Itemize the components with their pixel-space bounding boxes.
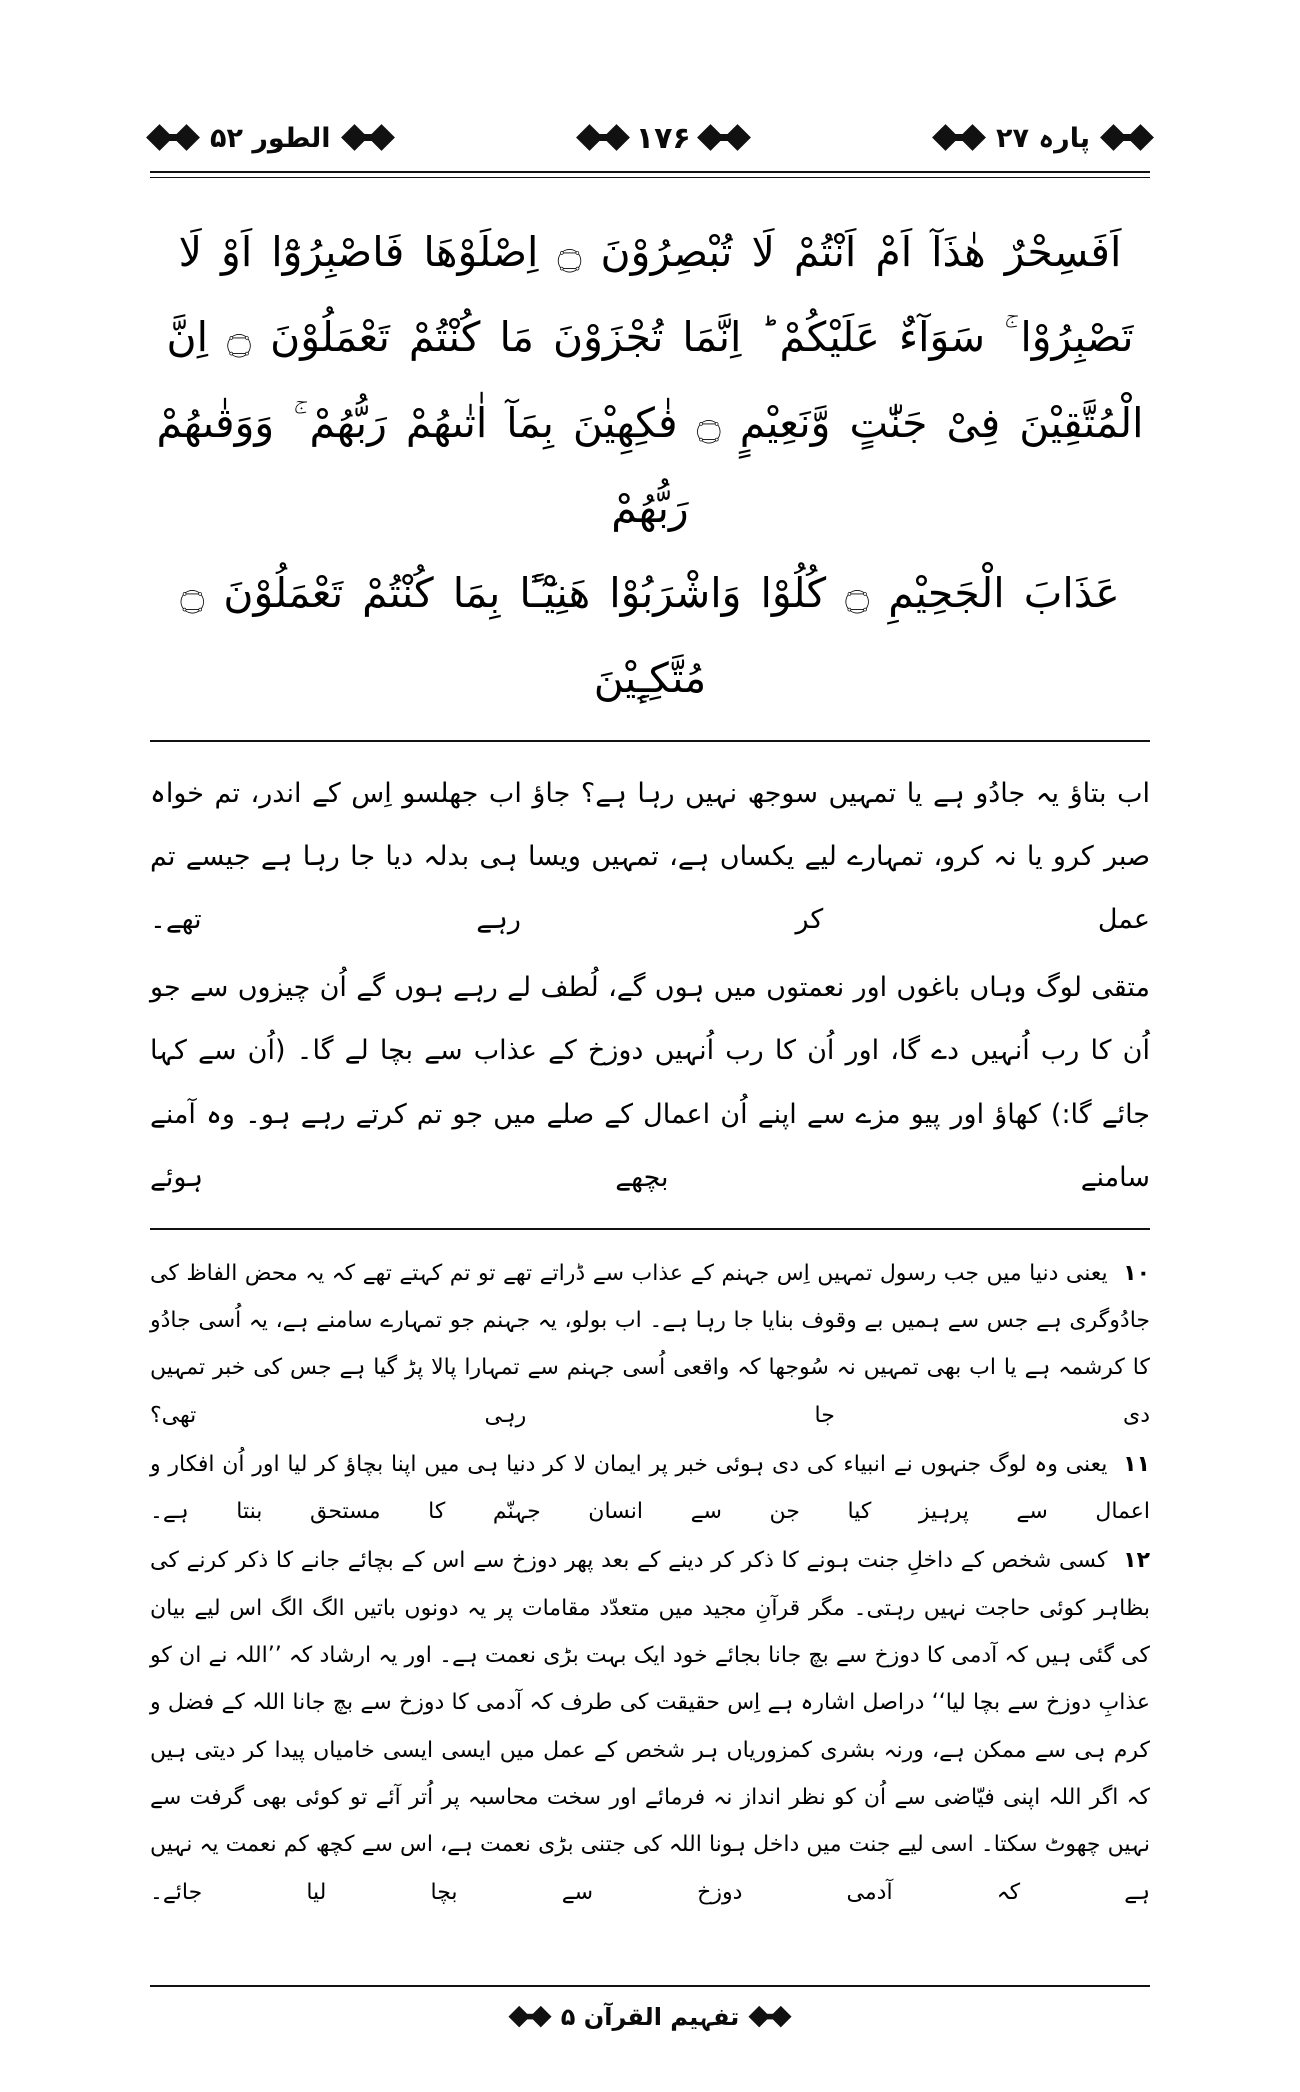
arabic-verses bbox=[150, 210, 1150, 722]
header-left-group bbox=[936, 123, 1150, 154]
arabic-line: تَصْبِرُوْا ۚ سَوَآءٌ عَلَيْكُمْ ؕ اِنَّمَا تُجْزَوْنَ مَا كُنْتُمْ تَعْمَلُوْنَ ۝ اِنَّ bbox=[166, 313, 1134, 362]
ornament-icon bbox=[752, 2007, 789, 2028]
page-header bbox=[150, 92, 1150, 184]
header-rule bbox=[150, 171, 1150, 178]
para-label: پارہ ۲۷ bbox=[995, 122, 1090, 154]
arabic-line: عَذَابَ الْجَحِيْمِ ۝ كُلُوْا وَاشْرَبُوْا هَنِيْٓـًٔا بِمَا كُنْتُمْ تَعْمَلُوْنَ ۝ مُتَّكِـِٕيْنَ bbox=[180, 569, 1120, 703]
footer-rule bbox=[150, 1985, 1150, 1987]
ornament-icon bbox=[511, 2007, 548, 2028]
footnote-number: ۱۰ bbox=[1123, 1260, 1150, 1286]
footnotes-section bbox=[150, 1250, 1150, 1916]
ornament-icon bbox=[345, 125, 391, 151]
header-right-group bbox=[150, 123, 391, 154]
ornament-icon bbox=[701, 125, 747, 151]
footnote-text: یعنی دنیا میں جب رسول تمہیں اِس جہنم کے عذاب سے ڈراتے تھے تو تم کہتے تھے کہ یہ محض الفاظ کی جادُوگری ہے جس سے ہمیں بے وقوف بنایا جا رہا ہے۔ اب بولو، یہ جہنم جو تمہارے سامنے ہے، یہ اُسی جادُو کا کرشمہ ہے یا اب بھی تمہیں نہ سُوجھا کہ واقعی اُسی جہنم سے تمہارا پالا پڑ گیا ہے جس کی خبر تمہیں دی جا رہی تھی؟ bbox=[150, 1260, 1150, 1428]
translation-paragraph: اب بتاؤ یہ جادُو ہے یا تمہیں سوجھ نہیں رہا ہے؟ جاؤ اب جھلسو اِس کے اندر، تم خواہ صبر کرو یا نہ کرو، تمہارے لیے یکساں ہے، تمہیں ویسا ہی بدلہ دیا جا رہا ہے جیسے تم عمل کر رہے تھے۔ bbox=[150, 777, 1150, 936]
section-divider bbox=[150, 740, 1150, 742]
document-page bbox=[0, 92, 1300, 2092]
arabic-line: اَفَسِحْرٌ هٰذَآ اَمْ اَنْتُمْ لَا تُبْصِرُوْنَ ۝ اِصْلَوْهَا فَاصْبِرُوْٓا اَوْ لَا bbox=[178, 228, 1122, 276]
footnote-text: کسی شخص کے داخلِ جنت ہونے کا ذکر کر دینے کے بعد پھر دوزخ سے اس کے بچائے جانے کا ذکر کرنے کی بظاہر کوئی حاجت نہیں رہتی۔ مگر قرآنِ مجید میں متعدّد مقامات پر یہ دونوں باتیں الگ الگ اس لیے بیان کی گئی ہیں کہ آدمی کا دوزخ سے بچ جانا بجائے خود ایک بہت بڑی نعمت ہے۔ اور یہ ارشاد کہ ’’اللہ نے ان کو عذابِ دوزخ سے بچا لیا‘‘ دراصل اشارہ ہے اِس حقیقت کی طرف کہ آدمی کا دوزخ سے بچ جانا اللہ کے فضل و کرم ہی سے ممکن ہے، ورنہ بشری کمزوریاں ہر شخص کے عمل میں ایسی ایسی خامیاں پیدا کر دیتی ہیں کہ اگر اللہ اپنی فیّاضی سے اُن کو نظر انداز نہ فرمائے اور سخت محاسبہ پر اُتر آئے تو کوئی بھی گرفت سے نہیں چھوٹ سکتا۔ اسی لیے جنت میں داخل ہونا اللہ کی جتنی بڑی نعمت ہے، اس سے کچھ کم نعمت یہ نہیں ہے کہ آدمی دوزخ سے بچا لیا جائے۔ bbox=[150, 1548, 1150, 1905]
ornament-icon bbox=[1104, 125, 1150, 151]
ornament-icon bbox=[580, 125, 626, 151]
page-number: ۱۷۶ bbox=[635, 120, 691, 156]
footnote-number: ۱۱ bbox=[1123, 1451, 1150, 1477]
translation-paragraph: متقی لوگ وہاں باغوں اور نعمتوں میں ہوں گے، لُطف لے رہے ہوں گے اُن چیزوں سے جو اُن کا رب اُنہیں دے گا، اور اُن کا رب اُنہیں دوزخ کے عذاب سے بچا لے گا۔ (اُن سے کہا جائے گا:) کھاؤ اور پیو مزے سے اپنے اُن اعمال کے صلے میں جو تم کرتے رہے ہو۔ وہ آمنے سامنے بچھے ہوئے bbox=[150, 971, 1150, 1194]
footnote-text: یعنی وہ لوگ جنہوں نے انبیاء کی دی ہوئی خبر پر ایمان لا کر دنیا ہی میں اپنا بچاؤ کر لیا اور اُن افکار و اعمال سے پرہیز کیا جن سے انسان جہنّم کا مستحق بنتا ہے۔ bbox=[150, 1451, 1150, 1525]
footer-label: تفہیم القرآن ۵ bbox=[560, 2003, 740, 2031]
footer-badge bbox=[507, 2003, 793, 2031]
urdu-translation bbox=[150, 762, 1150, 1210]
arabic-line: الْمُتَّقِيْنَ فِىْ جَنّٰتٍ وَّنَعِيْمٍ ۝ فٰكِهِيْنَ بِمَآ اٰتٰىهُمْ رَبُّهُمْ ۚ وَوَقٰىهُمْ رَبُّهُمْ bbox=[156, 398, 1144, 532]
footnote-divider bbox=[150, 1228, 1150, 1230]
ornament-icon bbox=[150, 125, 196, 151]
footnote-item bbox=[150, 1537, 1150, 1915]
header-center-group bbox=[580, 121, 747, 156]
page-footer bbox=[150, 1985, 1150, 2034]
footnote-item bbox=[150, 1441, 1150, 1536]
ornament-icon bbox=[936, 125, 982, 151]
footnote-item bbox=[150, 1250, 1150, 1439]
surah-label: الطور ۵۲ bbox=[210, 122, 331, 154]
footnote-number: ۱۲ bbox=[1123, 1548, 1151, 1574]
